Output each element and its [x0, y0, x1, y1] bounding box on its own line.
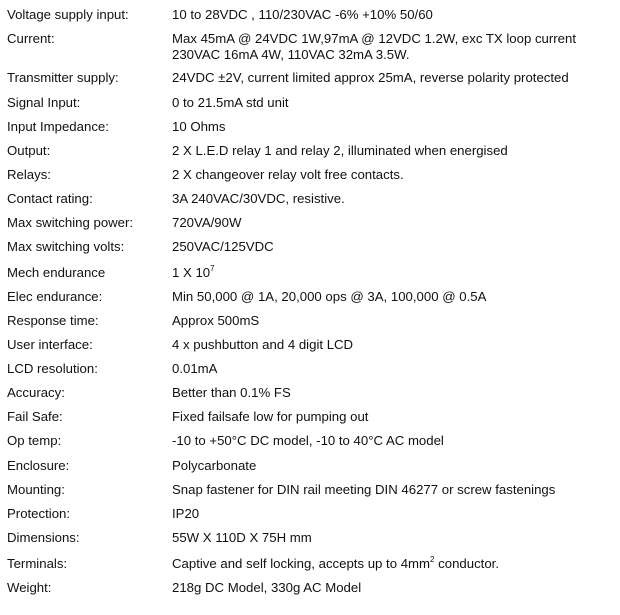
spec-value: 250VAC/125VDC: [172, 239, 274, 254]
spec-value: 2 X L.E.D relay 1 and relay 2, illuminated when energised: [172, 143, 508, 158]
spec-value-text-after: conductor.: [434, 556, 499, 571]
spec-label: Weight:: [7, 580, 52, 595]
spec-value: Fixed failsafe low for pumping out: [172, 409, 369, 424]
spec-value: [172, 556, 617, 572]
spec-value-exponent: 7: [210, 264, 215, 273]
spec-label: User interface:: [7, 337, 93, 352]
spec-label: Input Impedance:: [7, 119, 109, 134]
spec-value-line-2: 230VAC 16mA 4W, 110VAC 32mA 3.5W.: [172, 47, 410, 62]
spec-value: 55W X 110D X 75H mm: [172, 530, 312, 545]
spec-label: Dimensions:: [7, 530, 80, 545]
spec-label: Mech endurance: [7, 265, 106, 280]
spec-value: Better than 0.1% FS: [172, 385, 291, 400]
spec-label: Terminals:: [7, 556, 68, 571]
spec-label: Current:: [7, 31, 55, 46]
spec-label: Max switching volts:: [7, 239, 125, 254]
spec-label: Fail Safe:: [7, 409, 63, 424]
spec-label: LCD resolution:: [7, 361, 98, 376]
spec-value: 4 x pushbutton and 4 digit LCD: [172, 337, 354, 352]
spec-label: Relays:: [7, 167, 51, 182]
spec-label: Accuracy:: [7, 385, 65, 400]
spec-value: 24VDC ±2V, current limited approx 25mA, reverse polarity protected: [172, 70, 569, 85]
spec-value: Min 50,000 @ 1A, 20,000 ops @ 3A, 100,000 @ 0.5A: [172, 289, 487, 304]
spec-value: -10 to +50°C DC model, -10 to 40°C AC model: [172, 433, 444, 448]
spec-value: 218g DC Model, 330g AC Model: [172, 580, 362, 595]
spec-label: Transmitter supply:: [7, 70, 119, 85]
spec-value-text: 1 X 10: [172, 265, 211, 280]
spec-label: Contact rating:: [7, 191, 93, 206]
spec-value: [172, 265, 617, 281]
spec-value: 3A 240VAC/30VDC, resistive.: [172, 191, 345, 206]
spec-value: IP20: [172, 506, 200, 521]
spec-value: 10 Ohms: [172, 119, 226, 134]
spec-value: 720VA/90W: [172, 215, 242, 230]
spec-label: Voltage supply input:: [7, 7, 129, 22]
spec-label: Protection:: [7, 506, 71, 521]
spec-value-text: Captive and self locking, accepts up to 4mm: [172, 556, 431, 571]
spec-label: Signal Input:: [7, 95, 81, 110]
spec-value-line-1: Max 45mA @ 24VDC 1W,97mA @ 12VDC 1.2W, exc TX loop current: [172, 31, 576, 46]
spec-label: Max switching power:: [7, 215, 134, 230]
spec-value: 0.01mA: [172, 361, 218, 376]
spec-label: Op temp:: [7, 433, 62, 448]
spec-label: Response time:: [7, 313, 99, 328]
spec-value: 0 to 21.5mA std unit: [172, 95, 289, 110]
spec-value: Snap fastener for DIN rail meeting DIN 46277 or screw fastenings: [172, 482, 556, 497]
spec-value: 10 to 28VDC , 110/230VAC -6% +10% 50/60: [172, 7, 433, 22]
spec-value: Polycarbonate: [172, 458, 257, 473]
spec-label: Output:: [7, 143, 51, 158]
spec-value: Approx 500mS: [172, 313, 260, 328]
spec-label: Elec endurance:: [7, 289, 103, 304]
spec-label: Enclosure:: [7, 458, 70, 473]
spec-value: [172, 31, 617, 63]
spec-label: Mounting:: [7, 482, 65, 497]
spec-value: 2 X changeover relay volt free contacts.: [172, 167, 404, 182]
spec-value-exponent: 2: [430, 555, 435, 564]
